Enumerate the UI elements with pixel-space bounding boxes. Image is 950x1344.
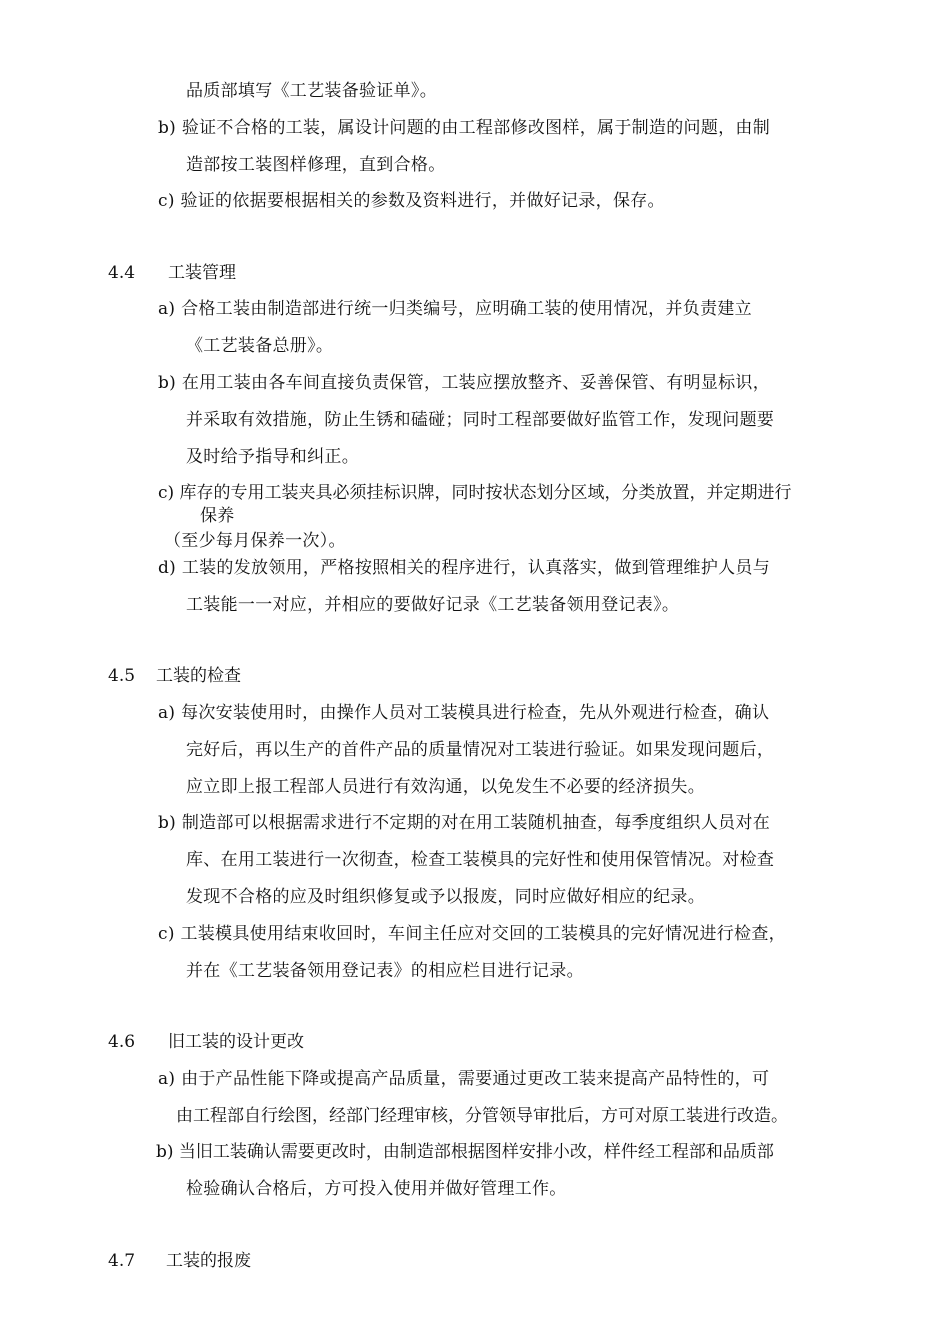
section-4-5-a-line3: 应立即上报工程部人员进行有效沟通，以免发生不必要的经济损失。: [186, 777, 705, 797]
section-4-4-d-line1: d) 工装的发放领用，严格按照相关的程序进行，认真落实，做到管理维护人员与: [158, 558, 771, 578]
section-4-4-c-line2: 保养: [200, 506, 235, 526]
section-4-3-c-line1: c) 验证的依据要根据相关的参数及资料进行，并做好记录，保存。: [158, 191, 665, 211]
section-4-5-b-line1: b) 制造部可以根据需求进行不定期的对在用工装随机抽查，每季度组织人员对在: [158, 813, 771, 833]
section-4-6-b-line2: 检验确认合格后，方可投入使用并做好管理工作。: [186, 1179, 567, 1199]
section-4-4-b-line2: 并采取有效措施，防止生锈和磕碰；同时工程部要做好监管工作，发现问题要: [186, 410, 775, 430]
section-4-6-a-line1: a) 由于产品性能下降或提高产品质量，需要通过更改工装来提高产品特性的，可: [158, 1069, 770, 1089]
section-4-4-c-line1: c) 库存的专用工装夹具必须挂标识牌，同时按状态划分区域，分类放置，并定期进行: [158, 483, 792, 503]
section-4-4-heading: [108, 262, 236, 284]
section-4-3-b-line1: b) 验证不合格的工装，属设计问题的由工程部修改图样，属于制造的问题，由制: [158, 118, 771, 138]
section-4-3-a-tail: 品质部填写《工艺装备验证单》。: [186, 81, 437, 101]
section-4-4-c-line3: （至少每月保养一次）。: [164, 531, 346, 551]
section-4-4-title: 工装管理: [168, 263, 236, 283]
section-4-6-heading: [108, 1031, 304, 1053]
section-4-6-number: 4.6: [108, 1032, 136, 1052]
section-4-6-title: 旧工装的设计更改: [168, 1032, 304, 1052]
section-4-3-b-line2: 造部按工装图样修理，直到合格。: [186, 155, 446, 175]
section-4-4-b-line1: b) 在用工装由各车间直接负责保管，工装应摆放整齐、妥善保管、有明显标识，: [158, 373, 771, 393]
section-4-5-b-line2: 库、在用工装进行一次彻查，检查工装模具的完好性和使用保管情况。对检查: [186, 850, 775, 870]
section-4-5-c-line1: c) 工装模具使用结束收回时，车间主任应对交回的工装模具的完好情况进行检查，: [158, 924, 786, 944]
section-4-7-heading: [108, 1250, 251, 1272]
section-4-5-b-line3: 发现不合格的应及时组织修复或予以报废，同时应做好相应的纪录。: [186, 887, 705, 907]
section-4-5-heading: [108, 665, 241, 687]
section-4-5-number: 4.5: [108, 666, 136, 686]
section-4-5-c-line2: 并在《工艺装备领用登记表》的相应栏目进行记录。: [186, 961, 584, 981]
section-4-4-d-line2: 工装能一一对应，并相应的要做好记录《工艺装备领用登记表》。: [186, 595, 680, 615]
section-4-7-title: 工装的报废: [166, 1251, 251, 1271]
section-4-4-a-line1: a) 合格工装由制造部进行统一归类编号，应明确工装的使用情况，并负责建立: [158, 299, 752, 319]
section-4-5-a-line2: 完好后，再以生产的首件产品的质量情况对工装进行验证。如果发现问题后，: [186, 740, 775, 760]
section-4-5-title: 工装的检查: [156, 666, 241, 686]
section-4-6-b-line1: b) 当旧工装确认需要更改时，由制造部根据图样安排小改，样件经工程部和品质部: [156, 1142, 774, 1162]
section-4-4-b-line3: 及时给予指导和纠正。: [186, 447, 359, 467]
section-4-7-number: 4.7: [108, 1251, 136, 1271]
section-4-4-number: 4.4: [108, 263, 136, 283]
section-4-4-a-line2: 《工艺装备总册》。: [186, 336, 334, 356]
section-4-5-a-line1: a) 每次安装使用时，由操作人员对工装模具进行检查，先从外观进行检查，确认: [158, 703, 770, 723]
section-4-6-a-line2: 由工程部自行绘图，经部门经理审核，分管领导审批后，方可对原工装进行改造。: [176, 1106, 788, 1126]
